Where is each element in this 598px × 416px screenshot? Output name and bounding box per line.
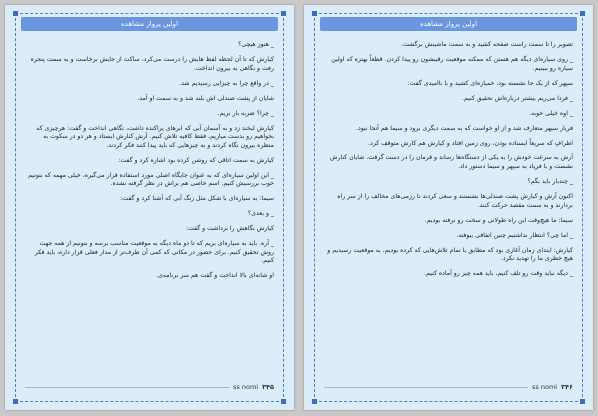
paragraph: آرش به سرعت خودش را به یکی از دستگاه‌ها رساند و فرمان را در دست گرفت. شایان کنارش نشست و با فریاد به سپهر و سیما دستور داد. (329, 154, 573, 171)
page-header: اولین پرواز مشاهده (320, 17, 577, 31)
page-body (324, 41, 573, 376)
paragraph: _ و بعدی؟ (247, 210, 274, 218)
paragraph: کیارش به سمت اتاقی که روشن کرده بود اشاره کرد و گفت: (118, 156, 274, 164)
paragraph: _ اوه خیلی خوبه. (529, 109, 573, 117)
corner-ornament (281, 11, 286, 16)
paragraph: _ در واقع چرا به چیزایی رسیدیم شد. (179, 79, 274, 87)
paragraph: سیما: به سیاره‌ای با شکل مثل رنگ آبی که آشنا کرد و گفت: (120, 195, 274, 203)
paragraph: _ فردا می‌ریم بیشتر درباره‌اش تحقیق کنیم. (462, 94, 573, 102)
paragraph: _ آره. باید به سیاره‌ای بریم که تا دو ماه دیگه به موقعیت مناسب برسه و بتونیم از همه جهت روش تحقیق کنیم. برای حضور در مکانی که کمی آن طرف‌تر از مدار فعلی قرار داره، باید فکر کنیم. (34, 240, 274, 265)
corner-ornament (580, 399, 585, 404)
paragraph: _ این اولین سیاره‌ای که به عنوان جایگاه اصلی مورد استفاده قرار می‌گیره، خیلی مهمه که بتونیم خوب بررسیش کنیم. اسم خاصی هم براش در نظر گرفته نشده. (28, 171, 274, 188)
paragraph: تصویر را تا سمت راست صفحه کشید و به سمت ماشینش برگشت. (401, 41, 573, 48)
page-header: اولین پرواز مشاهده (21, 17, 278, 31)
page-footer (324, 382, 573, 392)
paragraph: کیارش که تا آن لحظه لفظ هایش را درست می‌کرد، ساکت از جایش برخاست و به سمت پنجره رفت و نگاهی به بیرون انداخت. (30, 55, 274, 72)
paragraph: اکنون آرش و کیارش پشت صندلی‌ها نشستند و سعی کردند تا رزمی‌های مخالف را از سر راه بردارند و به سمت مقصد حرکت کنند. (337, 193, 573, 209)
paragraph: _ دیگه نباید وقت رو تلف کنیم، باید همه چیز رو آماده کنیم. (424, 270, 573, 278)
paragraph: سپهر که از یک جا نشسته بود، خمیازه‌ای کشید و با ناامیدی گفت: (407, 79, 573, 87)
corner-ornament (281, 399, 286, 404)
paragraph: کیارش نگاهش را برداشت و گفت: (185, 225, 274, 233)
paragraph: _ چندبار باید بگم؟ (527, 178, 573, 186)
paragraph: او شانه‌ای بالا انداخت و گفت هم سر برنامه‌ی. (156, 272, 274, 280)
page-number: ۳۴۶ (561, 383, 573, 391)
paragraph: _ هنوز هیچی؟ (238, 41, 274, 48)
footer-divider (25, 387, 229, 388)
paragraph: _ چرا؟ ضربه بار بریم. (217, 109, 274, 117)
footer-note: ss nomi (233, 383, 259, 391)
paragraph: سیما: ما هیچ‌وقت این راه طولانی و سخت رو نرفته بودیم. (424, 216, 573, 224)
corner-ornament (13, 399, 18, 404)
page-body (25, 41, 274, 376)
left-page (5, 5, 294, 410)
page-footer (25, 382, 274, 392)
paragraph: اطرافِ که سریعاً ایستاده بودن، روی زمین افتاد و کیارش هم کارش متوقف کرد. (368, 139, 573, 147)
paragraph: فریار سپهر متعارف شد و از او خواست که به سمت دیگری برود و سیما هم آنجا نبود. (356, 124, 573, 132)
paragraph: شایان از پشت صندلی اش بلند شد و به سمت او آمد. (137, 94, 274, 102)
corner-ornament (13, 11, 18, 16)
paragraph: _ روی سیاره‌ای دیگه هم هستن که ممکنه موقعیت رقیبشون رو پیدا کردن. قطعاً بهتره که اولین سیاره رو ببینیم. (331, 55, 573, 72)
paragraph: _ اما چی؟ انتظار نداشتیم چنین اتفاقی بیوفته. (456, 231, 573, 239)
page-number: ۳۴۵ (262, 383, 274, 391)
corner-ornament (312, 399, 317, 404)
paragraph: کیارش: ابتدای زمان آغازی بود که مطابق با تمام تلاش‌هایی که کرده بودیم، به موقعیت رسیدیم و هیچ خطری ما را تهدید نکرد. (327, 246, 573, 263)
footer-divider (324, 387, 528, 388)
corner-ornament (580, 11, 585, 16)
paragraph: کیارش لبخند زد و به آسمان آبی که ابرهای پراکنده داشت، نگاهی انداخت و گفت: هرچیزی که بخواهیم رو بدست میاریم، فقط کافیه تلاش کنیم. آرش کنارش ایستاد و هر دو در سکوت به منظره بیرون نگاه کردند و به چیزهایی که باید پیدا کنند فکر کردند. (36, 124, 274, 149)
corner-ornament (312, 11, 317, 16)
footer-note: ss nomi (532, 383, 558, 391)
right-page (304, 5, 593, 410)
